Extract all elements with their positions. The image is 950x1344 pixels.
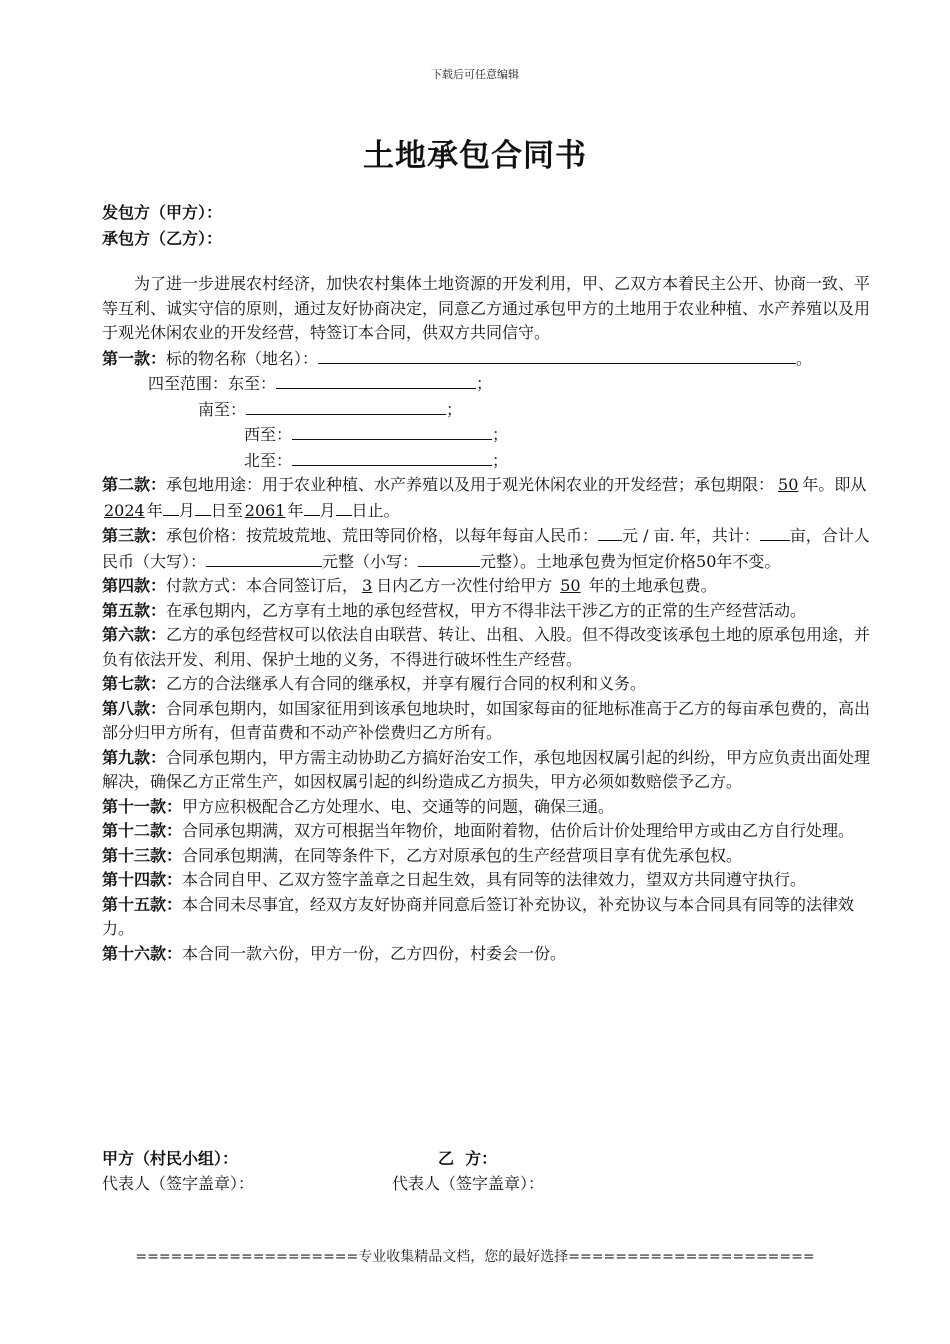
clause-text: 乙方的承包经营权可以依法自由联营、转让、出租、入股。但不得改变该承包土地的原承包用途，并负有依法开发、利用、保护土地的义务，不得进行破坏性生产经营。	[102, 625, 871, 669]
clause-label: 第十二款：	[102, 821, 183, 840]
term-years: 50	[778, 475, 799, 494]
blank-line	[304, 498, 320, 516]
clause-text: 年的土地承包费。	[588, 576, 717, 595]
blank-line	[336, 498, 352, 516]
clause-text: 元整（小写：	[322, 551, 419, 571]
clause-15	[102, 893, 880, 942]
clause-text: 元整）。土地承包费为恒定价格50年不变。	[480, 551, 781, 571]
clause-9	[102, 746, 880, 795]
representative-a: 代表人（签字盖章）：	[102, 1174, 255, 1193]
clause-12	[102, 819, 880, 844]
boundary-north-label: 北至：	[244, 450, 293, 470]
clause-text: 年	[287, 500, 304, 520]
clause-text: 日止。	[351, 500, 400, 520]
end-year: 2061	[244, 500, 286, 520]
blank-line	[292, 422, 492, 440]
clause-1	[102, 346, 880, 372]
contract-title: 土地承包合同书	[363, 138, 587, 174]
blank-line	[246, 397, 446, 415]
footer-banner: ===================专业收集精品文档，您的最好选择=====================	[135, 1249, 815, 1265]
blank-line	[598, 523, 622, 541]
boundary-west-label: 西至：	[244, 425, 293, 444]
blank-line	[163, 498, 179, 516]
clause-text: 月	[319, 500, 336, 520]
clause-label: 第十一款：	[102, 796, 183, 816]
separator: ；	[492, 450, 509, 470]
separator: ；	[476, 374, 493, 393]
clause-text: 合同承包期满，双方可根据当年物价，地面附着物，估价后计价处理给甲方或由乙方自行处理。	[182, 821, 855, 840]
clause-label: 第十三款：	[102, 845, 183, 865]
clause-16	[102, 942, 880, 967]
blank-line	[292, 448, 492, 466]
clause-4	[102, 574, 880, 599]
clause-label: 第八款：	[102, 698, 167, 718]
clause-3	[102, 523, 880, 574]
clause-text: 承包价格：按荒坡荒地、荒田等同价格，以每年每亩人民币：	[166, 526, 599, 545]
clause-end: 。	[796, 348, 813, 368]
separator: ；	[446, 399, 463, 419]
clause-7	[102, 672, 880, 697]
blank-line	[206, 549, 322, 567]
boundary-south	[198, 397, 880, 423]
clause-text: 月	[178, 500, 195, 520]
clause-2	[102, 473, 880, 523]
blank-line	[318, 346, 796, 364]
clause-text: 在承包期内，乙方享有土地的承包经营权，甲方不得非法干涉乙方的正常的生产经营活动。	[166, 600, 807, 620]
blank-line	[276, 371, 476, 389]
clause-text: 付款方式：本合同签订后，	[166, 576, 359, 595]
clause-text: 本合同自甲、乙双方签字盖章之日起生效，具有同等的法律效力，望双方共同遵守执行。	[182, 870, 807, 889]
clause-6	[102, 623, 880, 672]
boundary-east	[148, 371, 880, 397]
clause-label: 第十五款：	[102, 894, 183, 914]
clause-label: 第九款：	[102, 747, 167, 767]
clause-8	[102, 697, 880, 746]
clause-text: 甲方应积极配合乙方处理水、电、交通等的问题，确保三通。	[182, 796, 615, 816]
clause-text: 本合同一款六份，甲方一份，乙方四份，村委会一份。	[182, 943, 567, 963]
clause-text: 年。即从	[802, 475, 867, 494]
boundary-north	[244, 448, 880, 474]
clause-label: 第二款：	[102, 475, 167, 494]
clause-text: 日内乙方一次性付给甲方	[376, 576, 553, 595]
clause-text: 标的物名称（地名）：	[166, 348, 319, 368]
clause-label: 第十六款：	[102, 943, 183, 963]
clause-label: 第十四款：	[102, 870, 183, 889]
blank-line	[760, 523, 790, 541]
clause-label: 第七款：	[102, 674, 167, 693]
start-year: 2024	[104, 500, 145, 520]
clause-text: 合同承包期内，甲方需主动协助乙方搞好治安工作，承包地因权属引起的纠纷，甲方应负责出面处理解决，确保乙方正常生产，如因权属引起的纠纷造成乙方损失，甲方必须如数赔偿予乙方。	[102, 747, 871, 791]
clause-text: 日至	[210, 500, 243, 520]
separator: ；	[492, 425, 509, 444]
signature-party-b: 乙 方：	[438, 1149, 498, 1168]
blank-line	[195, 498, 211, 516]
boundary-intro: 四至范围：	[148, 374, 229, 393]
clause-text: 亩，合计人民币（大写）：	[102, 526, 870, 571]
clause-11	[102, 795, 880, 820]
payment-days: 3	[362, 576, 373, 595]
clause-text: 承包地用途：用于农业种植、水产养殖以及用于观光休闲农业的开发经营；承包期限：	[166, 475, 775, 494]
boundary-south-label: 南至：	[198, 399, 247, 419]
clause-5	[102, 599, 880, 624]
clause-label: 第四款：	[102, 576, 167, 595]
clause-text: 本合同未尽事宜，经双方友好协商并同意后签订补充协议，补充协议与本合同具有同等的法律效力。	[102, 894, 855, 938]
clause-text: 合同承包期满，在同等条件下，乙方对原承包的生产经营项目享有优先承包权。	[182, 845, 743, 865]
clause-14	[102, 868, 880, 893]
boundary-east-label: 东至：	[228, 374, 277, 393]
clause-text: 乙方的合法继承人有合同的继承权，并享有履行合同的权利和义务。	[166, 674, 647, 693]
header-note: 下载后可任意编辑	[431, 68, 519, 81]
party-b-line: 承包方（乙方）：	[102, 229, 223, 248]
clause-label: 第六款：	[102, 625, 167, 644]
blank-line	[418, 549, 480, 567]
contract-body	[102, 272, 880, 966]
boundary-west	[244, 422, 880, 448]
intro-paragraph: 为了进一步进展农村经济，加快农村集体土地资源的开发利用，甲、乙双方本着民主公开、协商一致、平等互利、诚实守信的原则，通过友好协商决定，同意乙方通过承包甲方的土地用于农业种植、水产养殖以及用于观光休闲农业的开发经营，特签订本合同，供双方共同信守。	[102, 274, 871, 342]
clause-text: 元 / 亩. 年，共计：	[622, 526, 760, 545]
clause-13	[102, 844, 880, 869]
signature-party-a: 甲方（村民小组）：	[102, 1149, 239, 1168]
payment-years: 50	[560, 576, 581, 595]
clause-text: 年	[146, 500, 163, 520]
clause-label: 第五款：	[102, 600, 167, 620]
party-a-line: 发包方（甲方）：	[102, 203, 223, 222]
representative-b: 代表人（签字盖章）：	[392, 1174, 545, 1193]
clause-label: 第一款：	[102, 348, 167, 368]
clause-text: 合同承包期内，如国家征用到该承包地块时，如国家每亩的征地标准高于乙方的每亩承包费的，高出部分归甲方所有，但青苗费和不动产补偿费归乙方所有。	[102, 698, 871, 742]
clause-label: 第三款：	[102, 526, 167, 545]
